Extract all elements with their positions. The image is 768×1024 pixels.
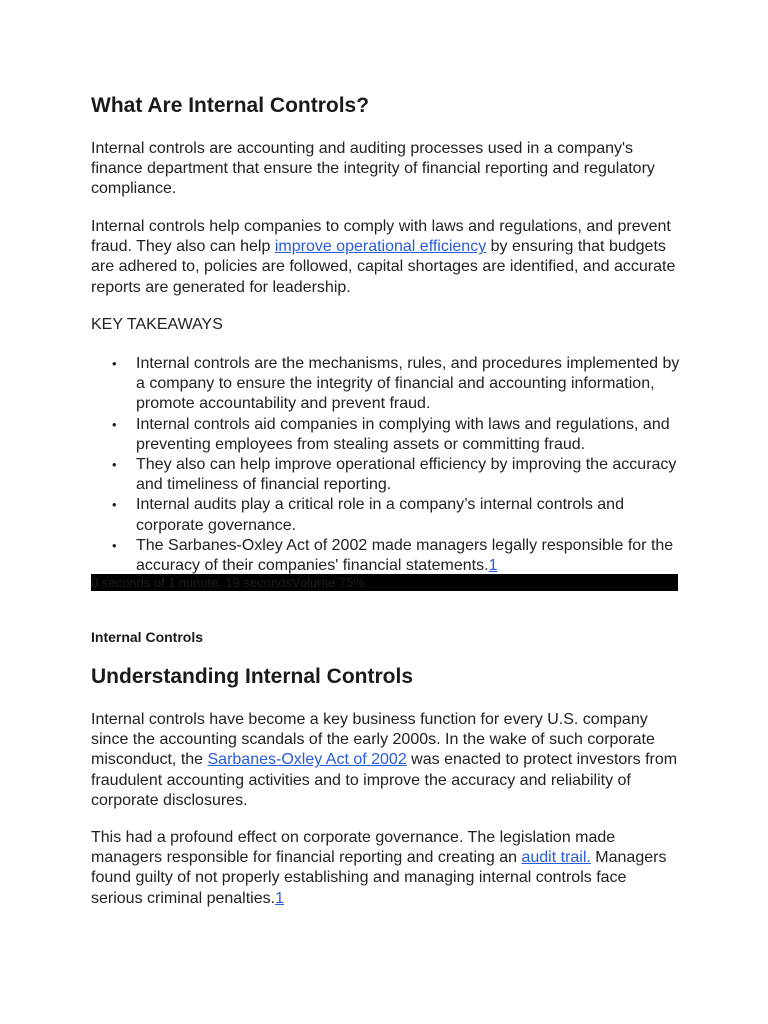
list-item — [136, 354, 681, 415]
intro-paragraph: Internal controls are accounting and auditing processes used in a company's finance department that ensure the integrity of financial reporting and regulatory compliance. — [91, 140, 655, 198]
operational-efficiency-paragraph — [91, 217, 681, 298]
paragraph-text: by ensuring that budgets are adhered to, policies are followed, capital shortages are identified, and accurate reports are generated for leadership. — [91, 238, 676, 296]
footnote-ref-link[interactable]: 1 — [488, 557, 498, 575]
list-item-text: Internal audits play a critical role in a company’s internal controls and corporate governance. — [136, 496, 624, 534]
sox-paragraph — [91, 710, 681, 811]
list-item-text: Internal controls aid companies in complying with laws and regulations, and preventing employees from stealing assets or committing fraud. — [136, 415, 670, 453]
paragraph-text: Managers found guilty of not properly establishing and managing internal controls face serious criminal penalties. — [91, 849, 667, 907]
improve-operational-efficiency-link[interactable]: improve operational efficiency — [274, 238, 487, 256]
list-item — [136, 495, 681, 535]
audit-trail-link[interactable]: audit trail. — [521, 849, 591, 867]
key-takeaways-list — [91, 354, 681, 576]
paragraph-text: was enacted to protect investors from fraudulent accounting activities and to improve the accuracy and reliability of corporate disclosures. — [91, 751, 678, 809]
list-item-text: Internal controls are the mechanisms, rules, and procedures implemented by a company to ensure the integrity of financial and accounting information, promote accountability and prevent fraud. — [136, 355, 680, 413]
paragraph-text: Internal controls have become a key business function for every U.S. company since the accounting scandals of the early 2000s. In the wake of such corporate misconduct, the — [91, 711, 655, 769]
paragraph-text: This had a profound effect on corporate governance. The legislation made managers responsible for financial reporting and creating an — [91, 829, 616, 867]
list-item — [136, 536, 681, 576]
section-title-what-are-internal-controls: What Are Internal Controls? — [91, 94, 370, 117]
list-item-text: The Sarbanes-Oxley Act of 2002 made managers legally responsible for the accuracy of their companies' financial statements. — [136, 536, 674, 575]
governance-paragraph — [91, 828, 681, 909]
sarbanes-oxley-link[interactable]: Sarbanes-Oxley Act of 2002 — [207, 751, 407, 769]
footnote-ref-link[interactable]: 1 — [275, 889, 284, 907]
video-caption: Internal Controls — [91, 629, 204, 645]
paragraph-text: Internal controls help companies to comply with laws and regulations, and prevent fraud. They also can help — [91, 218, 671, 256]
section-title-understanding-internal-controls: Understanding Internal Controls — [91, 665, 414, 688]
video-player-status-bar[interactable] — [91, 574, 678, 591]
list-item-text: They also can help improve operational efficiency by improving the accuracy and timeliness of financial reporting. — [136, 456, 677, 494]
list-item — [136, 455, 681, 495]
video-status-text: 0 seconds of 1 minute, 19 secondsVolume 75% — [91, 575, 365, 590]
key-takeaways-heading: KEY TAKEAWAYS — [91, 316, 223, 333]
list-item — [136, 415, 681, 455]
